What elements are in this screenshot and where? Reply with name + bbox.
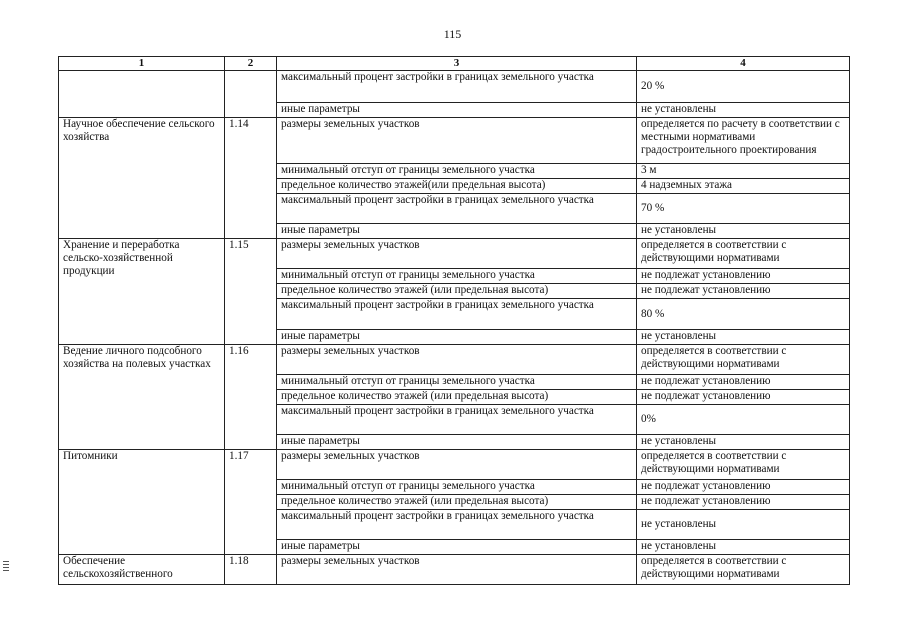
column-header-3: 3 [277, 57, 637, 71]
parameter-cell: предельное количество этажей(или предельная высота) [277, 179, 637, 194]
table-header-row [59, 57, 850, 71]
value-cell: 80 % [637, 299, 850, 330]
column-header-4: 4 [637, 57, 850, 71]
value-cell: определяется по расчету в соответствии с местными нормативами градостроительного проектирования [637, 118, 850, 164]
value-cell: определяется в соответствии с действующими нормативами [637, 239, 850, 269]
value-cell: определяется в соответствии с действующими нормативами [637, 555, 850, 585]
parameter-cell: размеры земельных участков [277, 118, 637, 164]
parameter-cell: предельное количество этажей (или предельная высота) [277, 284, 637, 299]
land-use-type-cell: Научное обеспечение сельского хозяйства [59, 118, 225, 239]
land-use-regulations-table [58, 56, 850, 585]
parameter-cell: размеры земельных участков [277, 239, 637, 269]
parameter-cell: иные параметры [277, 330, 637, 345]
value-cell: 70 % [637, 194, 850, 224]
parameter-cell: минимальный отступ от границы земельного участка [277, 480, 637, 495]
parameter-cell: иные параметры [277, 103, 637, 118]
table-row [59, 345, 850, 375]
land-use-type-cell: Ведение личного подсобного хозяйства на полевых участках [59, 345, 225, 450]
parameter-cell: предельное количество этажей (или предельная высота) [277, 390, 637, 405]
value-cell: не установлены [637, 224, 850, 239]
value-cell: не установлены [637, 330, 850, 345]
value-cell: 0% [637, 405, 850, 435]
value-cell: не установлены [637, 103, 850, 118]
code-cell: 1.14 [225, 118, 277, 239]
table-row [59, 450, 850, 480]
parameter-cell: минимальный отступ от границы земельного участка [277, 375, 637, 390]
value-cell: 20 % [637, 71, 850, 103]
value-cell: 4 надземных этажа [637, 179, 850, 194]
parameter-cell: иные параметры [277, 435, 637, 450]
value-cell: 3 м [637, 164, 850, 179]
table-row [59, 555, 850, 585]
column-header-1: 1 [59, 57, 225, 71]
parameter-cell: максимальный процент застройки в границах земельного участка [277, 194, 637, 224]
land-use-type-cell: Хранение и переработка сельско-хозяйственной продукции [59, 239, 225, 345]
parameter-cell: минимальный отступ от границы земельного участка [277, 269, 637, 284]
value-cell: не подлежат установлению [637, 375, 850, 390]
land-use-type-cell: Питомники [59, 450, 225, 555]
value-cell: не подлежат установлению [637, 390, 850, 405]
value-cell: определяется в соответствии с действующими нормативами [637, 450, 850, 480]
code-cell: 1.18 [225, 555, 277, 585]
parameter-cell: предельное количество этажей (или предельная высота) [277, 495, 637, 510]
value-cell: не установлены [637, 435, 850, 450]
parameter-cell: максимальный процент застройки в границах земельного участка [277, 71, 637, 103]
land-use-type-cell: Обеспечение сельскохозяйственного [59, 555, 225, 585]
parameter-cell: размеры земельных участков [277, 345, 637, 375]
page-number: 115 [443, 27, 462, 41]
parameter-cell: максимальный процент застройки в границах земельного участка [277, 405, 637, 435]
table-row [59, 71, 850, 103]
table-row [59, 118, 850, 164]
parameter-cell: максимальный процент застройки в границах земельного участка [277, 510, 637, 540]
parameter-cell: максимальный процент застройки в границах земельного участка [277, 299, 637, 330]
value-cell: не подлежат установлению [637, 269, 850, 284]
value-cell: не подлежат установлению [637, 495, 850, 510]
code-cell: 1.17 [225, 450, 277, 555]
code-cell [225, 71, 277, 118]
land-use-type-cell [59, 71, 225, 118]
parameter-cell: минимальный отступ от границы земельного участка [277, 164, 637, 179]
column-header-2: 2 [225, 57, 277, 71]
code-cell: 1.16 [225, 345, 277, 450]
value-cell: не подлежат установлению [637, 284, 850, 299]
value-cell: не установлены [637, 540, 850, 555]
parameter-cell: иные параметры [277, 224, 637, 239]
parameter-cell: размеры земельных участков [277, 555, 637, 585]
binding-edge-mark [3, 561, 9, 571]
value-cell: не подлежат установлению [637, 480, 850, 495]
parameter-cell: иные параметры [277, 540, 637, 555]
value-cell: не установлены [637, 510, 850, 540]
code-cell: 1.15 [225, 239, 277, 345]
value-cell: определяется в соответствии с действующими нормативами [637, 345, 850, 375]
parameter-cell: размеры земельных участков [277, 450, 637, 480]
table-row [59, 239, 850, 269]
